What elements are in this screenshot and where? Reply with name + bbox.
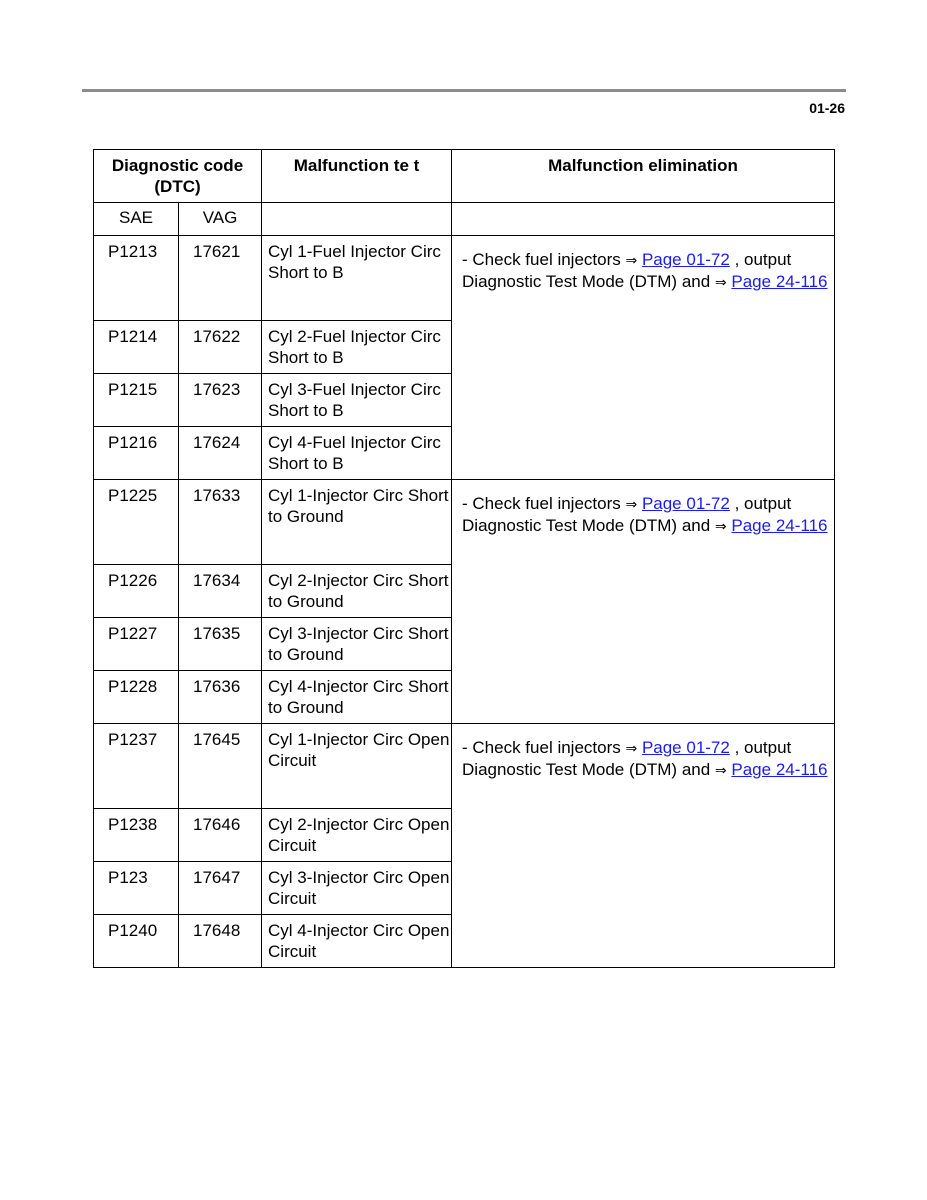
sae-code: P1226 bbox=[94, 565, 179, 618]
vag-code: 17645 bbox=[179, 724, 262, 809]
malfunction-elimination bbox=[452, 724, 835, 968]
malfunction-text: Cyl 4-Injector Circ Short to Ground bbox=[262, 671, 452, 724]
sae-code: P1240 bbox=[94, 915, 179, 968]
table-row bbox=[94, 236, 835, 321]
malfunction-text: Cyl 3-Injector Circ Short to Ground bbox=[262, 618, 452, 671]
page-number: 01-26 bbox=[809, 100, 845, 116]
malfunction-text: Cyl 1-Fuel Injector Circ Short to B bbox=[262, 236, 452, 321]
malfunction-text-header: Malfunction te t bbox=[262, 150, 452, 203]
malfunction-text: Cyl 4-Injector Circ Open Circuit bbox=[262, 915, 452, 968]
page-link[interactable]: Page 01-72 bbox=[641, 250, 730, 269]
arrow-icon: ⇒ bbox=[625, 253, 638, 269]
sae-code: P123 bbox=[94, 862, 179, 915]
empty-subheader-cell bbox=[452, 203, 835, 236]
arrow-icon: ⇒ bbox=[714, 762, 727, 779]
vag-code: 17622 bbox=[179, 321, 262, 374]
malfunction-elimination bbox=[452, 236, 835, 480]
page-link[interactable]: Page 24-116 bbox=[731, 271, 828, 291]
sae-code: P1227 bbox=[94, 618, 179, 671]
vag-code: 17623 bbox=[179, 374, 262, 427]
arrow-icon: ⇒ bbox=[714, 518, 727, 535]
elimination-middle: , output Diagnostic Test Mode (DTM) and bbox=[462, 250, 792, 291]
vag-code: 17624 bbox=[179, 427, 262, 480]
sae-code: P1215 bbox=[94, 374, 179, 427]
malfunction-text: Cyl 2-Fuel Injector Circ Short to B bbox=[262, 321, 452, 374]
sae-code: P1213 bbox=[94, 236, 179, 321]
sae-code: P1238 bbox=[94, 809, 179, 862]
table-row bbox=[94, 480, 835, 565]
arrow-icon: ⇒ bbox=[625, 741, 638, 757]
dtc-table bbox=[93, 149, 835, 968]
page-link[interactable]: Page 01-72 bbox=[641, 494, 730, 513]
sae-code: P1214 bbox=[94, 321, 179, 374]
malfunction-text: Cyl 1-Injector Circ Open Circuit bbox=[262, 724, 452, 809]
empty-subheader-cell bbox=[262, 203, 452, 236]
vag-code: 17633 bbox=[179, 480, 262, 565]
malfunction-elimination bbox=[452, 480, 835, 724]
arrow-icon: ⇒ bbox=[714, 274, 727, 291]
table-row bbox=[94, 724, 835, 809]
vag-code: 17635 bbox=[179, 618, 262, 671]
vag-code: 17636 bbox=[179, 671, 262, 724]
elimination-middle: , output Diagnostic Test Mode (DTM) and bbox=[462, 494, 792, 535]
elimination-header: Malfunction elimination bbox=[452, 150, 835, 203]
elimination-prefix: - Check fuel injectors bbox=[462, 738, 626, 757]
vag-code: 17648 bbox=[179, 915, 262, 968]
page-link[interactable]: Page 24-116 bbox=[731, 515, 828, 535]
malfunction-text: Cyl 2-Injector Circ Short to Ground bbox=[262, 565, 452, 618]
elimination-prefix: - Check fuel injectors bbox=[462, 250, 626, 269]
arrow-icon: ⇒ bbox=[625, 497, 638, 513]
malfunction-text: Cyl 2-Injector Circ Open Circuit bbox=[262, 809, 452, 862]
vag-code: 17646 bbox=[179, 809, 262, 862]
vag-code: 17621 bbox=[179, 236, 262, 321]
sae-code: P1225 bbox=[94, 480, 179, 565]
page-link[interactable]: Page 24-116 bbox=[731, 759, 828, 779]
malfunction-text: Cyl 1-Injector Circ Short to Ground bbox=[262, 480, 452, 565]
malfunction-text: Cyl 3-Fuel Injector Circ Short to B bbox=[262, 374, 452, 427]
sae-code: P1216 bbox=[94, 427, 179, 480]
sae-header: SAE bbox=[94, 203, 179, 236]
sae-code: P1237 bbox=[94, 724, 179, 809]
elimination-prefix: - Check fuel injectors bbox=[462, 494, 626, 513]
elimination-middle: , output Diagnostic Test Mode (DTM) and bbox=[462, 738, 792, 779]
page-link[interactable]: Page 01-72 bbox=[641, 738, 730, 757]
dtc-header: Diagnostic code (DTC) bbox=[94, 150, 262, 203]
header-rule bbox=[82, 89, 846, 92]
sae-code: P1228 bbox=[94, 671, 179, 724]
vag-code: 17647 bbox=[179, 862, 262, 915]
malfunction-text: Cyl 4-Fuel Injector Circ Short to B bbox=[262, 427, 452, 480]
vag-header: VAG bbox=[179, 203, 262, 236]
malfunction-text: Cyl 3-Injector Circ Open Circuit bbox=[262, 862, 452, 915]
vag-code: 17634 bbox=[179, 565, 262, 618]
